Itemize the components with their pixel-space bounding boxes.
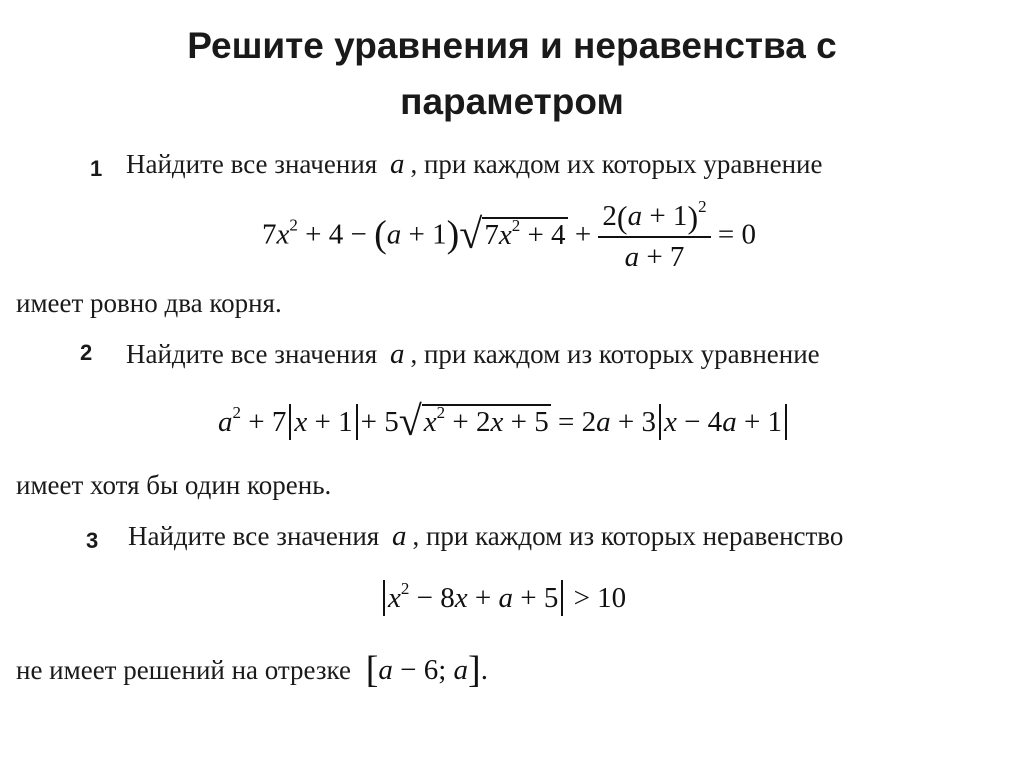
problem-3-conclusion-line	[16, 649, 488, 691]
problem-3-interval: [a − 6; a].	[365, 649, 488, 691]
problem-3-inequality: $x^2 - 8x + a + 5 > 10$	[380, 580, 626, 616]
problem-1-intro	[126, 148, 822, 181]
problem-2-intro-after: , при каждом из которых уравнение	[410, 339, 820, 369]
problem-2-variable: a	[389, 338, 405, 370]
problem-1-number: 1	[90, 156, 103, 181]
problem-1-intro-after: , при каждом их которых уравнение	[410, 149, 823, 179]
problem-3-intro-before: Найдите все значения	[128, 521, 380, 551]
problem-2-intro	[126, 338, 820, 371]
problem-2-intro-before: Найдите все значения	[126, 339, 378, 369]
problem-1-conclusion: имеет ровно два корня.	[16, 288, 282, 318]
slide-title-line-2: параметром	[400, 81, 624, 122]
problem-3-conclusion: не имеет решений на отрезке	[16, 655, 351, 685]
problem-2-equation: $a^2 + 7$ $x + 1 + 5√x^2 + 2x + 5 = 2a + 3$ x − 4a + 1	[218, 404, 790, 440]
problem-3-intro	[128, 520, 843, 553]
problem-2-number: 2	[80, 340, 93, 365]
problem-1-intro-before: Найдите все значения	[126, 149, 378, 179]
problem-3-intro-after: , при каждом из которых неравенство	[412, 521, 844, 551]
problem-1-equation: $7x^2 + 4 - (a + 1)√7x^2 + 4$ + $\frac{2(a + 1)^2}{a + 7}$ = 0	[262, 197, 756, 273]
problem-1-variable: a	[389, 148, 405, 180]
slide-title-line-1: Решите уравнения и неравенства с	[187, 25, 837, 66]
problem-3-number: 3	[86, 528, 99, 553]
problem-2-conclusion: имеет хотя бы один корень.	[16, 470, 332, 500]
problem-3-variable: a	[391, 520, 407, 552]
